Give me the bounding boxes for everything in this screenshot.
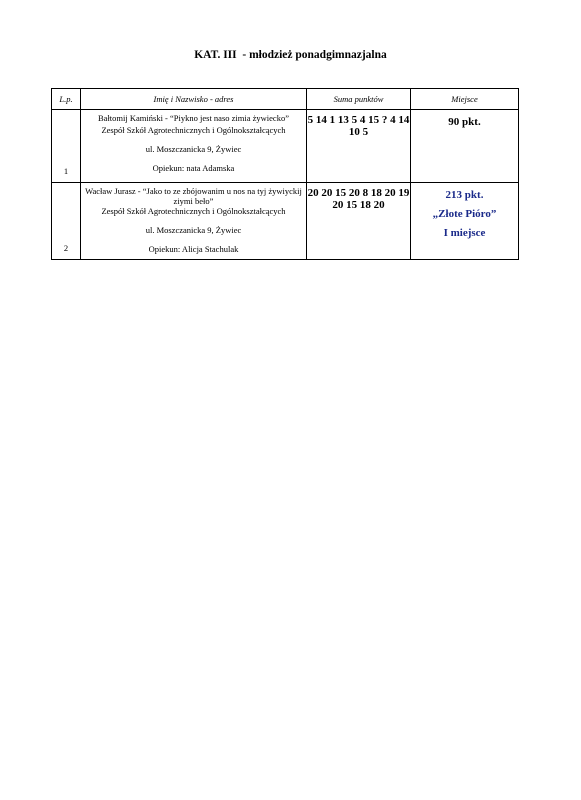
cell-entry bbox=[81, 110, 307, 183]
place-line: 90 pkt. bbox=[448, 116, 481, 128]
cell-entry bbox=[81, 183, 307, 260]
entry-name-title: Wacław Jurasz - “Jako to ze zbójowanim u nos na tyj żywiyckij ziymi beło” bbox=[85, 186, 302, 206]
cell-place bbox=[411, 110, 519, 183]
entry-tutor: Opiekun: nata Adamska bbox=[152, 163, 235, 173]
entry-name-title: Bałtomij Kamiński - “Piykno jest naso zimia żywiecko” bbox=[98, 113, 289, 123]
cell-points bbox=[307, 183, 411, 260]
entry-tutor: Opiekun: Alicja Stachulak bbox=[148, 244, 239, 254]
results-table bbox=[51, 88, 519, 260]
entry-school: Zespół Szkół Agrotechnicznych i Ogólnokształcących bbox=[101, 206, 286, 216]
award-name: „Złote Pióro” bbox=[432, 208, 497, 220]
place-rank: I miejsce bbox=[443, 227, 486, 239]
row-number: 1 bbox=[63, 166, 69, 176]
table-header-row bbox=[52, 89, 519, 110]
points-sum: 20 20 15 20 8 18 20 19 20 15 18 20 bbox=[307, 187, 410, 211]
column-header-points: Suma punktów bbox=[307, 89, 411, 110]
column-header-place: Miejsce bbox=[411, 89, 519, 110]
page-title: KAT. III - młodzież ponadgimnazjalna bbox=[194, 49, 387, 61]
cell-lp bbox=[52, 183, 81, 260]
table-row bbox=[52, 183, 519, 260]
cell-lp bbox=[52, 110, 81, 183]
cell-place bbox=[411, 183, 519, 260]
entry-address: ul. Moszczanicka 9, Żywiec bbox=[145, 144, 242, 154]
column-header-lp: L.p. bbox=[52, 89, 81, 110]
entry-school: Zespół Szkół Agrotechnicznych i Ogólnokształcących bbox=[101, 125, 286, 135]
table-row bbox=[52, 110, 519, 183]
row-number: 2 bbox=[63, 243, 69, 253]
place-points: 213 pkt. bbox=[445, 189, 484, 201]
column-header-name: Imię i Nazwisko - adres bbox=[81, 89, 307, 110]
cell-points bbox=[307, 110, 411, 183]
points-sum: 5 14 1 13 5 4 15 ? 4 14 10 5 bbox=[307, 114, 410, 138]
entry-address: ul. Moszczanicka 9, Żywiec bbox=[145, 225, 242, 235]
